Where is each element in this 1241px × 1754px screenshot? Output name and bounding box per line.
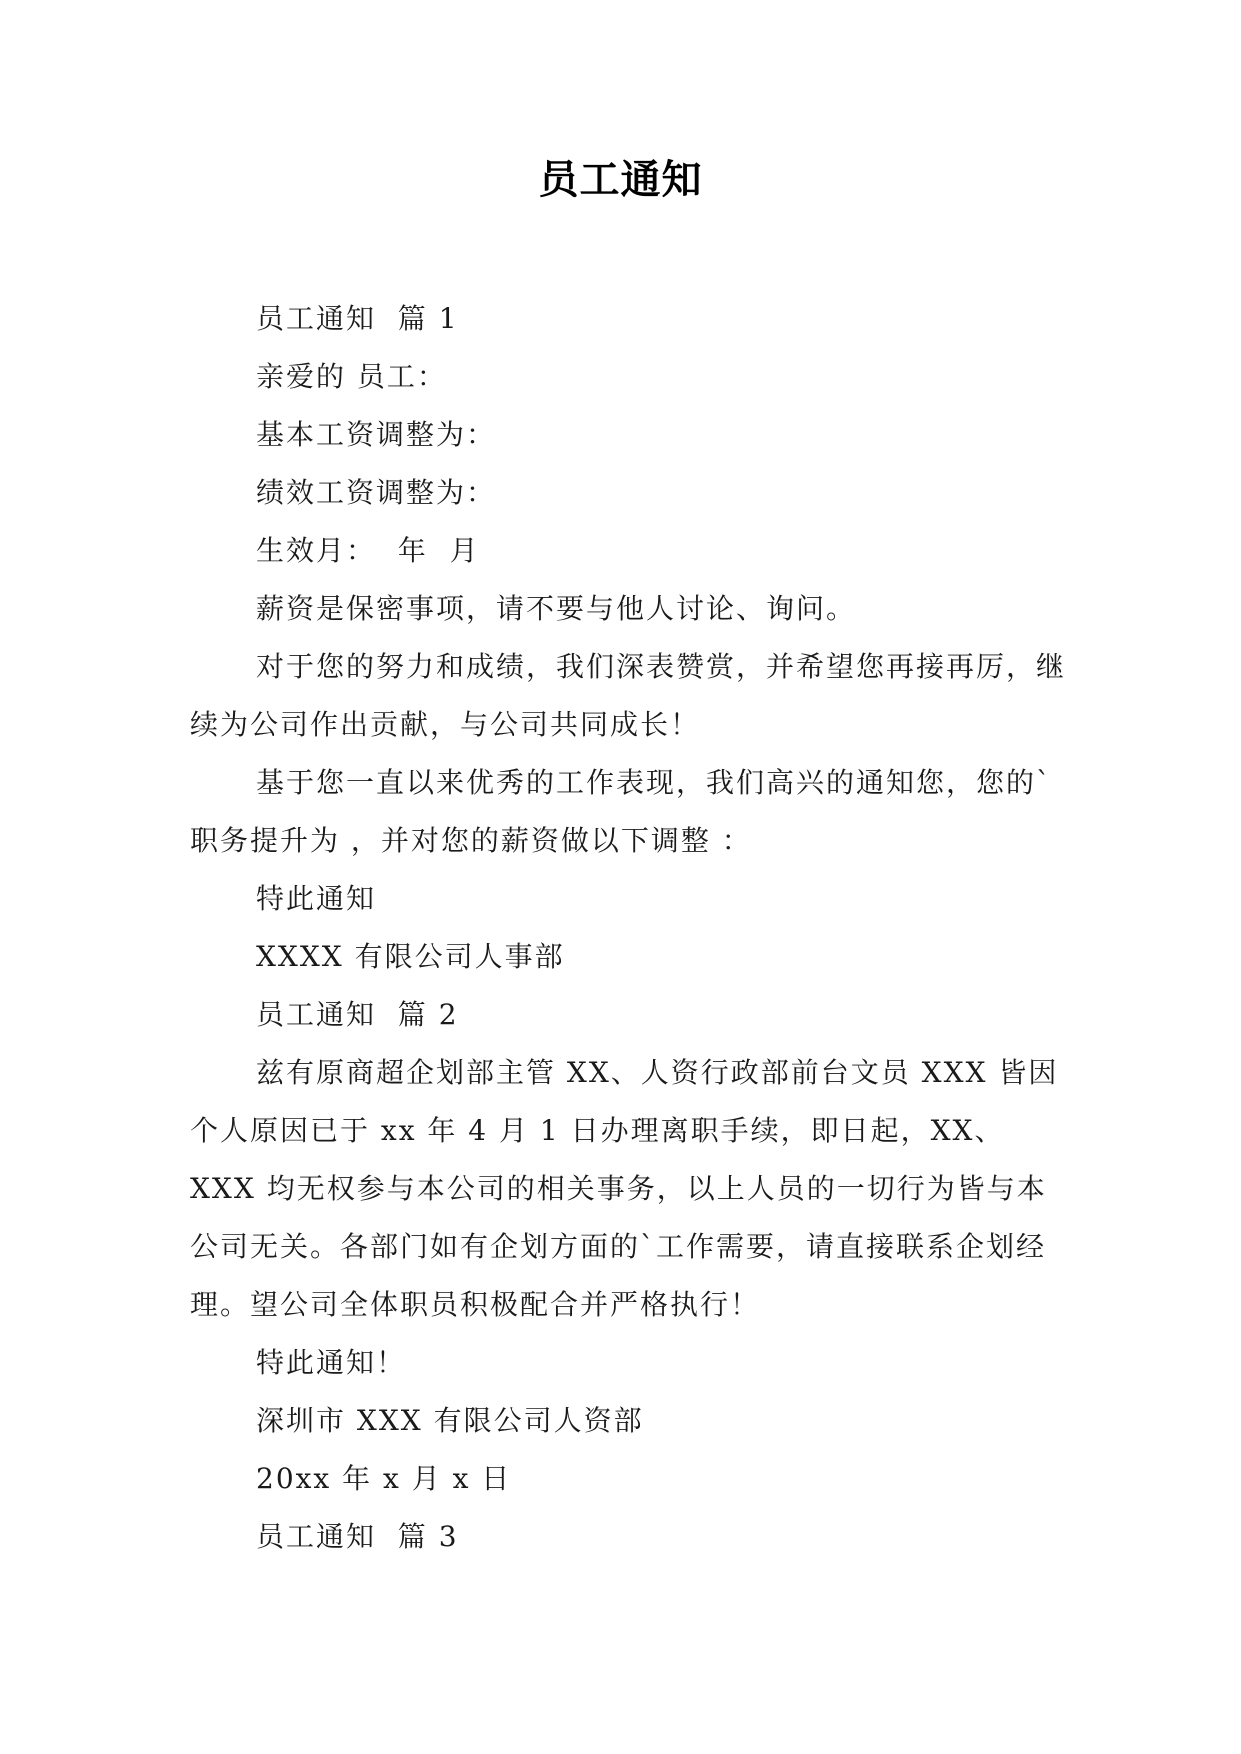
document-body [190, 290, 1070, 1566]
section-heading: 员工通知 篇 1 [256, 302, 459, 335]
confidentiality-paragraph: 薪资是保密事项，请不要与他人讨论、询问。 [256, 592, 857, 625]
resignation-paragraph: 兹有原商超企划部主管 XX、人资行政部前台文员 XXX 皆因个人原因已于 xx 年 4 月 1 日办理离职手续，即日起，XX、XXX 均无权参与本公司的相关事务，以上人员的一切行为皆与本公司无关。各部门如有企划方面的`工作需要，请直接联系企划经理。望公司全体职员积极配合并严格执行！ [190, 1056, 1059, 1321]
section-heading: 员工通知 篇 2 [256, 998, 459, 1031]
appreciation-paragraph: 对于您的努力和成绩，我们深表赞赏，并希望您再接再厉，继续为公司作出贡献，与公司共同成长！ [190, 650, 1067, 741]
signature-date: 20xx 年 x 月 x 日 [256, 1462, 512, 1495]
effective-month-line: 生效月： 年 月 [256, 534, 480, 567]
closing-notice: 特此通知！ [256, 1346, 407, 1379]
signature-department: XXXX 有限公司人事部 [256, 940, 565, 973]
closing-notice: 特此通知 [256, 882, 377, 915]
section-heading: 员工通知 篇 3 [256, 1520, 459, 1553]
salutation: 亲爱的 员工： [256, 360, 447, 393]
promotion-paragraph: 基于您一直以来优秀的工作表现，我们高兴的通知您，您的`职务提升为 ，并对您的薪资做以下调整 ： [190, 766, 1053, 857]
base-salary-line: 基本工资调整为： [256, 418, 497, 451]
document-title: 员工通知 [538, 157, 703, 203]
performance-salary-line: 绩效工资调整为： [256, 476, 497, 509]
signature-department: 深圳市 XXX 有限公司人资部 [256, 1404, 644, 1437]
